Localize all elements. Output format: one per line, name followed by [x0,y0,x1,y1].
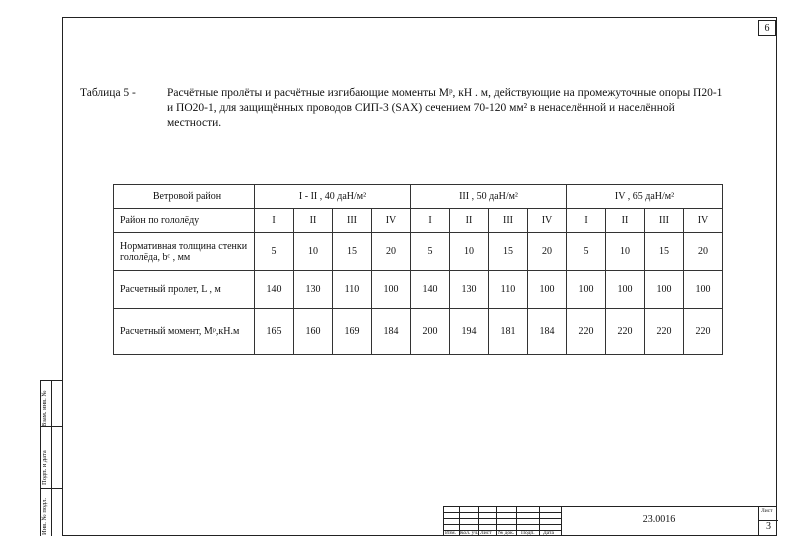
wind-group-1: I - II , 40 даН/м² [255,185,411,209]
ice-cell: II [294,209,333,233]
value-cell: 10 [450,233,489,271]
design-table [113,184,723,355]
value-cell: 5 [567,233,606,271]
value-cell: 15 [645,233,684,271]
document-number: 23.0016 [642,514,676,525]
ice-row [114,209,723,233]
row-label: Расчетный пролет, L , м [114,271,255,309]
caption-label: Таблица 5 - [80,87,136,99]
wind-group-3: IV , 65 даН/м² [567,185,723,209]
title-block-col: Дата [543,530,554,536]
value-cell: 130 [450,271,489,309]
title-block-col: Подп. [521,530,535,536]
value-cell: 100 [606,271,645,309]
page-number: 6 [758,20,776,36]
side-cell [40,488,62,537]
wind-header: Ветровой район [114,185,255,209]
ice-cell: III [489,209,528,233]
value-cell: 100 [684,271,723,309]
ice-cell: I [567,209,606,233]
ice-cell: II [606,209,645,233]
sheet-label: Лист [761,508,773,514]
ice-header: Район по гололёду [114,209,255,233]
value-cell: 140 [411,271,450,309]
side-label: Подп. и дата [41,450,48,485]
sheet-number: 3 [759,520,778,532]
side-label: Инв. № подл. [41,497,48,535]
value-cell: 10 [606,233,645,271]
value-cell: 110 [333,271,372,309]
title-block-col: Изм. [445,530,456,536]
value-cell: 200 [411,309,450,355]
side-label: Взам. инв. № [41,390,48,427]
ice-cell: III [333,209,372,233]
value-cell: 110 [489,271,528,309]
table-row [114,271,723,309]
value-cell: 100 [528,271,567,309]
value-cell: 20 [684,233,723,271]
ice-cell: II [450,209,489,233]
value-cell: 160 [294,309,333,355]
value-cell: 184 [528,309,567,355]
value-cell: 100 [372,271,411,309]
value-cell: 220 [645,309,684,355]
table-row [114,233,723,271]
value-cell: 15 [489,233,528,271]
title-block-col: Кол. уч. [460,530,479,536]
value-cell: 15 [333,233,372,271]
value-cell: 100 [567,271,606,309]
ice-cell: IV [684,209,723,233]
value-cell: 220 [606,309,645,355]
title-block-col: № док. [498,530,515,536]
side-cell [40,426,62,489]
value-cell: 5 [411,233,450,271]
ice-cell: I [255,209,294,233]
value-cell: 165 [255,309,294,355]
value-cell: 194 [450,309,489,355]
value-cell: 20 [372,233,411,271]
value-cell: 140 [255,271,294,309]
value-cell: 184 [372,309,411,355]
side-stamp [40,380,62,536]
ice-cell: I [411,209,450,233]
ice-cell: IV [528,209,567,233]
wind-group-2: III , 50 даН/м² [411,185,567,209]
value-cell: 181 [489,309,528,355]
row-label: Расчетный момент, Мᵖ,кН.м [114,309,255,355]
row-label: Нормативная толщина стенки гололёда, bᶜ , мм [114,233,255,271]
value-cell: 5 [255,233,294,271]
caption-text: Расчётные пролёты и расчётные изгибающие моменты Мᵖ, кН . м, действующие на промежуточные опоры П20-1 и ПО20-1, для защищённых проводов СИП-3 (SAX) сечением 70-120 мм² в ненаселённой и населённой местности. [167,87,723,129]
value-cell: 130 [294,271,333,309]
ice-cell: III [645,209,684,233]
value-cell: 220 [567,309,606,355]
value-cell: 20 [528,233,567,271]
value-cell: 220 [684,309,723,355]
sheet-box [758,506,778,536]
ice-cell: IV [372,209,411,233]
title-block-col: Лист [480,530,492,536]
value-cell: 10 [294,233,333,271]
value-cell: 100 [645,271,684,309]
value-cell: 169 [333,309,372,355]
side-cell [40,380,62,427]
table-row [114,309,723,355]
